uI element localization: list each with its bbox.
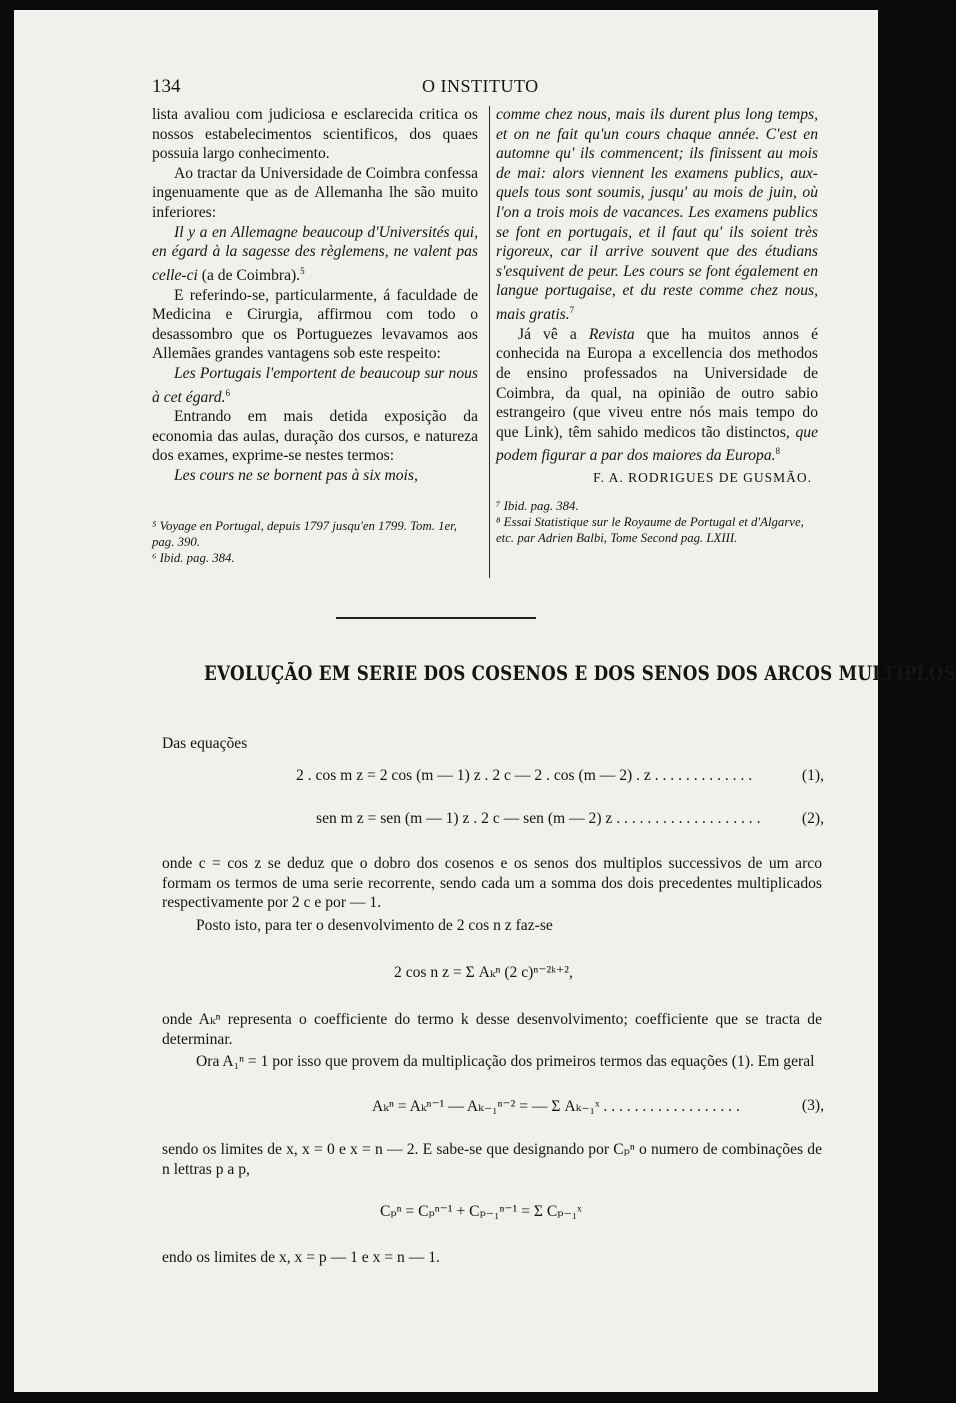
text-run: Já vê a — [518, 325, 589, 343]
page-number: 134 — [152, 76, 181, 97]
text-run: que ha muitos annos é conhecida na Europa a excellencia dos methodos de ensino professados na Universidade de Coimbra, da qual, na opinião de outro sabio estrangeiro (que viveu entre nós mais tempo do que Link), têm sahido medicos tão distinctos, — [496, 325, 819, 441]
footnote: ⁷ Ibid. pag. 384. — [496, 499, 579, 513]
running-title: O INSTITUTO — [422, 76, 539, 96]
left-paragraph: E referindo-se, particularmente, á faculdade de Medicina e Cirurgia, affirmou com todo o desassombro que os Portuguezes levavamos aos Allemães grandes vantagens sob este respeito: — [152, 286, 478, 363]
footnote-ref: 5 — [300, 265, 305, 276]
article-paragraph: onde Aₖⁿ representa o coefficiente do termo k desse desenvolvimento; coefficiente que se tracta de determinar. — [162, 1011, 822, 1048]
journal-name: Revista — [588, 325, 635, 343]
section-rule — [336, 617, 536, 619]
quote-note: (a de Coimbra). — [197, 266, 301, 284]
equation-2-tag: (2), — [801, 810, 824, 827]
article-paragraph: endo os limites de x, x = p — 1 e x = n — 1. — [162, 1249, 440, 1266]
article-paragraph: sendo os limites de x, x = 0 e x = n — 2. E sabe-se que designando por Cₚⁿ o numero de combinações de n lettras p a p, — [162, 1141, 822, 1178]
equation-4-tag: (3), — [801, 1097, 824, 1114]
equation-1: 2 . cos m z = 2 cos (m — 1) z . 2 c — 2 . cos (m — 2) . z . . . . . . . . . . . . . — [296, 767, 753, 784]
article-paragraph: onde c = cos z se deduz que o dobro dos cosenos e os senos dos multiplos successivos de um arco formam os termos de uma serie recorrente, sendo cada um a somma dos dois precedentes multiplicados respectivamente por 2 c e por — 1. — [162, 855, 822, 911]
footnotes-right — [496, 498, 820, 546]
equation-2: sen m z = sen (m — 1) z . 2 c — sen (m — 2) z . . . . . . . . . . . . . . . . . . . — [316, 810, 761, 827]
left-paragraph: lista avaliou com judiciosa e esclarecida critica os nossos estabelecimentos scientificos, dos quaes possuia largo conhecimento. — [152, 106, 478, 163]
quote-text: Les Portugais l'emportent de beaucoup sur nous à cet égard. — [152, 364, 478, 406]
quote-text: comme chez nous, mais ils durent plus long temps, et on ne fait qu'un cours chaque année. C'est en automne qu' ils commencent; ils finissent au mois de mai: alors viennent les examens publics, aux-quels tous sont soumis, jusqu' au mois de juin, où l'on a trois mois de vacances. Les examens publics se font en portugais, et il faut qu' ils soient très rigoreux, car il arrive souvent que des étudians s'esquivent de peur. Les cours se font également en langue portugaise, et du reste comme chez nous, mais gratis. — [496, 106, 818, 324]
document-page — [14, 10, 956, 1392]
equation-4: Aₖⁿ = Aₖⁿ⁻¹ — Aₖ₋₁ⁿ⁻² = — Σ Aₖ₋₁ˣ . . . . . . . . . . . . . . . . . . — [372, 1098, 740, 1115]
right-paragraph — [496, 325, 818, 466]
footnote: ⁶ Ibid. pag. 384. — [152, 551, 235, 565]
text-run-italic: que podem figurar a par dos maiores da Europa. — [496, 423, 818, 465]
footnote: ⁸ Essai Statistique sur le Royaume de Portugal et d'Algarve, etc. par Adrien Balbi, Tome Second pag. LXIII. — [496, 515, 804, 545]
article-intro: Das equações — [162, 735, 248, 752]
left-column — [152, 105, 478, 486]
left-quote — [152, 223, 478, 286]
author-signature: F. A. RODRIGUES DE GUSMÃO. — [593, 470, 812, 486]
footnote-ref: 6 — [225, 387, 230, 398]
equation-3: 2 cos n z = Σ Aₖⁿ (2 c)ⁿ⁻²ᵏ⁺², — [394, 964, 573, 981]
footnote: ⁵ Voyage en Portugal, depuis 1797 jusqu'en 1799. Tom. 1er, pag. 390. — [152, 519, 457, 549]
left-quote — [152, 364, 478, 407]
left-paragraph: Entrando em mais detida exposição da economia das aulas, duração dos cursos, e natureza dos exames, exprime-se nestes termos: — [152, 408, 478, 465]
left-paragraph: Ao tractar da Universidade de Coimbra confessa ingenuamente que as de Allemanha lhe são muito inferiores: — [152, 164, 478, 221]
article-title: EVOLUÇÃO EM SERIE DOS COSENOS E DOS SENOS DOS ARCOS MULTIPLOS — [204, 662, 956, 685]
article-paragraph: Posto isto, para ter o desenvolvimento de 2 cos n z faz-se — [196, 917, 553, 934]
equation-5: Cₚⁿ = Cₚⁿ⁻¹ + Cₚ₋₁ⁿ⁻¹ = Σ Cₚ₋₁ˣ — [380, 1203, 582, 1220]
quote-text: Il y a en Allemagne beaucoup d'Universités qui, en égard à la sagesse des règlemens, ne valent pas celle-ci — [152, 223, 478, 284]
footnote-ref: 8 — [775, 446, 781, 457]
column-divider — [489, 106, 490, 578]
right-column — [496, 105, 818, 488]
equation-1-tag: (1), — [801, 767, 824, 784]
article-paragraph: Ora A₁ⁿ = 1 por isso que provem da multiplicação dos primeiros termos das equações (1). Em geral — [196, 1053, 815, 1070]
right-quote — [496, 105, 818, 325]
footnote-ref: 7 — [569, 304, 575, 315]
left-quote: Les cours ne se bornent pas à six mois, — [174, 467, 418, 485]
footnotes-left — [152, 518, 482, 566]
